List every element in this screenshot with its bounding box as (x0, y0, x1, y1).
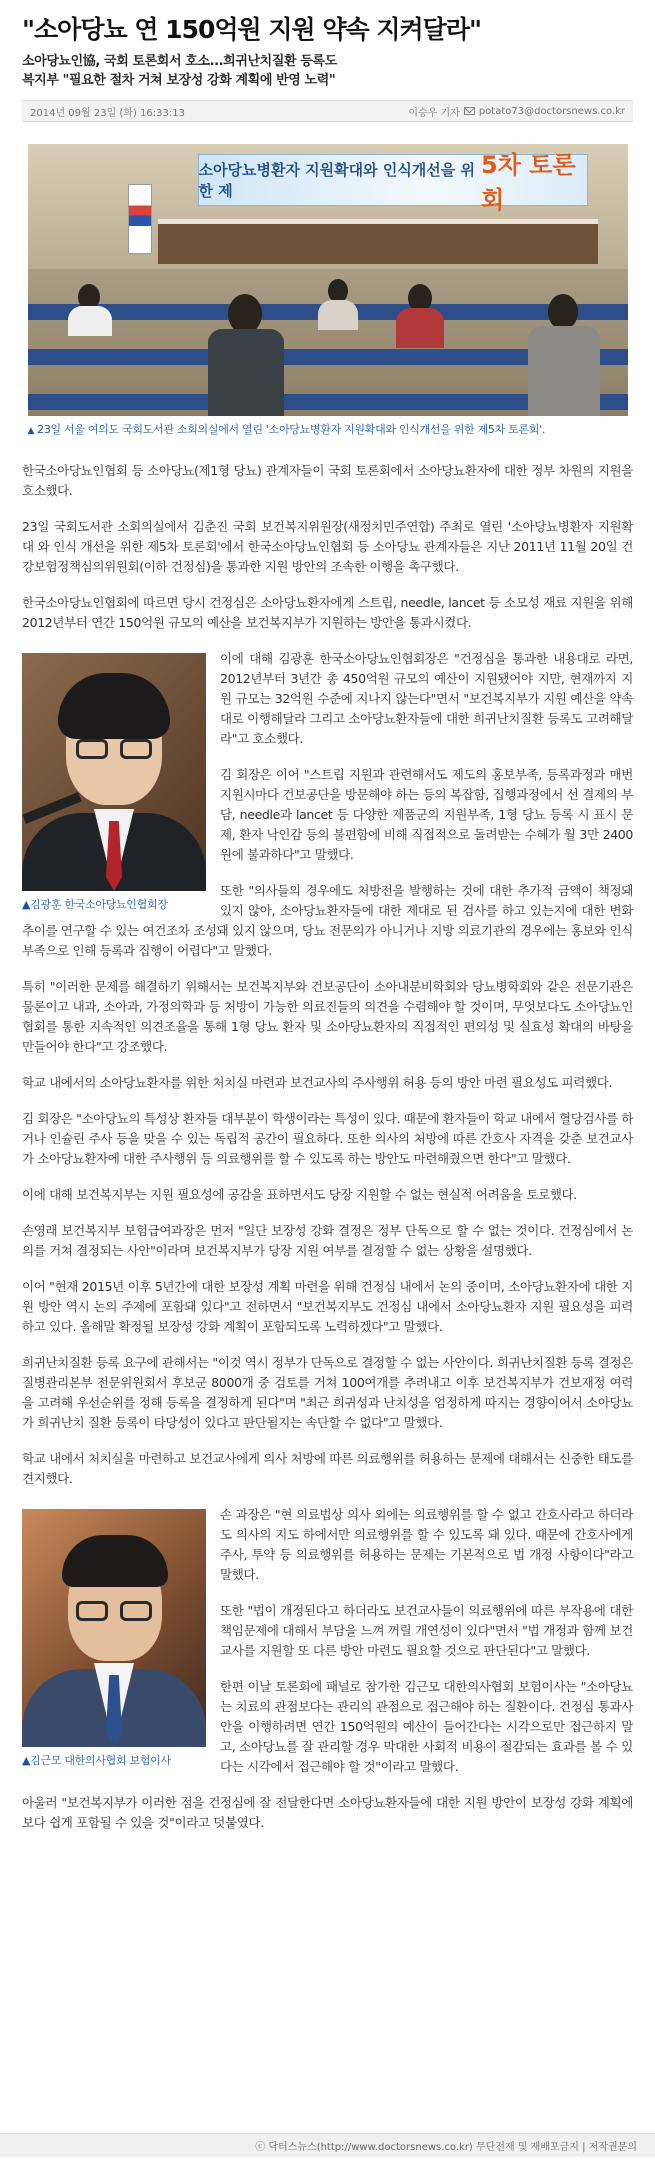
headline: "소아당뇨 연 150억원 지원 약속 지켜달라" (22, 15, 482, 44)
paragraph-2: 23일 국회도서관 소회의실에서 김춘진 국회 보건복지위원장(새정치민주연합) 주최로 열린 '소아당뇨병환자 지원확대 와 인식 개선을 위한 제5차 토론회'에서 한국소아당뇨인협회 등 소아당뇨 관계자들은 지난 2011년 11월 20일 건강보험정책심의위원회(이하 건정심)을 통과한 지원 방안의 조속한 이행을 촉구했다. (22, 519, 633, 574)
reporter-name: 이승우 기자 (408, 107, 460, 119)
main-photo-caption: ▲ 23일 서울 여의도 국회도서관 소회의실에서 열린 '소아당뇨병환자 지원확대와 인식개선을 위한 제5차 토론회'. (27, 423, 546, 436)
paragraph-3: 한국소아당뇨인협회에 따르면 당시 건정심은 소아당뇨환자에게 스트립, needle, lancet 등 소모성 재료 지원을 위해 2012년부터 연간 150억원 규모의 예산을 보건복지부가 지원하는 방안을 통과시켰다. (22, 595, 633, 630)
paragraph-10: 이에 대해 보건복지부는 지원 필요성에 공감을 표하면서도 당장 지원할 수 없는 현실적 어려움을 토로했다. (22, 1187, 577, 1202)
copyright-text[interactable]: ⓒ 닥터스뉴스(http://www.doctorsnews.co.kr) 무단전재 및 재배포금지 | 저작권문의 (255, 2142, 637, 2153)
paragraph-5: 김 회장은 이어 "스트립 지원과 관련해서도 제도의 홍보부족, 등록과정과 매번 지원시마다 건보공단을 방문해야 하는 등의 복잡함, 집행과정에서 선 결제의 부담, needle과 lancet 등 다양한 제품군의 지원부족, 1형 당뇨 등록 시 표시 문제, 환자 낙인감 등의 불편함에 비해 직접적으로 돌려받는 수혜가 월 3만 2400원에 불과하다"고 말했다. (220, 767, 633, 862)
caption-triangle-icon: ▲ (27, 426, 35, 436)
paragraph-16: 또한 "법이 개정된다고 하더라도 보건교사들이 의료행위에 따른 부작용에 대한 책임문제에 대해서 부담을 느껴 꺼릴 개연성이 있다"면서 "법 개정과 함께 보건교사를 지원할 또 다른 방안 마련도 필요할 것으로 판단된다"고 말했다. (220, 1603, 633, 1658)
publish-date: 2014년 09월 23일 (화) 16:33:13 (30, 107, 185, 119)
photo-kim-kwanghoon-caption: ▲김광훈 한국소아당뇨인협회장 (22, 898, 168, 911)
forum-banner (198, 151, 588, 214)
forum-photo (28, 144, 628, 416)
subtitle-2: 복지부 "필요한 절차 거쳐 보장성 강화 계획에 반영 노력" (22, 73, 336, 88)
paragraph-15: 손 과장은 "현 의료법상 의사 외에는 의료행위를 할 수 없고 간호사라고 하더라도 의사의 지도 하에서만 의료행위를 할 수 있도록 돼 있다. 때문에 간호사에게 주사, 투약 등 의료행위를 허용하는 문제는 기본적으로 법 개정 사항이다"라고 말했다. (220, 1507, 633, 1582)
photo-kim-geunmo-figure (22, 1509, 206, 1768)
paragraph-11: 손영래 보건복지부 보험급여과장은 먼저 "일단 보장성 강화 결정은 정부 단독으로 할 수 없는 것이다. 건정심에서 논의를 거쳐 결정되는 사안"이라며 보건복지부가 당장 지원 여부를 결정할 수 없는 상황을 설명했다. (22, 1223, 633, 1258)
paragraph-14: 학교 내에서 처치실을 마련하고 보건교사에게 의사 처방에 따른 의료행위를 허용하는 문제에 대해서는 신중한 태도를 견지했다. (22, 1451, 633, 1486)
article-container (22, 14, 633, 2124)
paragraph-8: 학교 내에서의 소아당뇨환자를 위한 처치실 마련과 보건교사의 주사행위 허용 등의 방안 마련 필요성도 피력했다. (22, 1075, 613, 1090)
subtitle-1: 소아당뇨인協, 국회 토론회서 호소...희귀난치질환 등록도 (22, 54, 337, 69)
photo-kim-kwanghoon-figure (22, 653, 206, 912)
paragraph-18: 아울러 "보건복지부가 이러한 점을 건정심에 잘 전달한다면 소아당뇨환자들에 대한 지원 방안이 보장성 강화 계획에 보다 쉽게 포함될 수 있을 것"이라고 덧붙였다. (22, 1795, 633, 1830)
paragraph-7: 특히 "이러한 문제를 해결하기 위해서는 보건복지부와 건보공단이 소아내분비학회와 당뇨병학회와 같은 전문기관은 물론이고 내과, 소아과, 가정의학과 등 처방이 가능한 의료진들의 의견을 수렴해야 할 것이며, 무엇보다도 소아당뇨인협회를 통한 지속적인 의견조율을 통해 1형 당뇨 환자 및 소아당뇨환자의 직접적인 편의성 및 실효성 확대의 바탕을 만들어야 한다"고 강조했다. (22, 979, 633, 1054)
footer (0, 2133, 655, 2157)
paragraph-12: 이어 "현재 2015년 이후 5년간에 대한 보장성 계획 마련을 위해 건정심 내에서 논의 중이며, 소아당뇨환자에 대한 지원 방안 역시 논의 주제에 포함돼 있다"고 전하면서 "보건복지부도 건정심 내에서 소아당뇨환자 지원 필요성을 피력하고 있다. 올해말 확정될 보장성 강화 계획이 포함되도록 노력하겠다"고 말했다. (22, 1279, 633, 1334)
paragraph-4: 이에 대해 김광훈 한국소아당뇨인협회장은 "건정심을 통과한 내용대로 라면, 2012년부터 3년간 총 450억원 규모의 예산이 지원됐어야 지만, 현재까지 지원 규모는 32억원 수준에 지나지 않는다"면서 "보건복지부가 지원 예산을 약속대로 이행해달라 그리고 소아당뇨환자들에 대한 희귀난치질환 등록도 고려해달라"고 호소했다. (220, 651, 633, 746)
reporter-email[interactable]: potato73@doctorsnews.co.kr (478, 105, 625, 117)
paragraph-9: 김 회장은 "소아당뇨의 특성상 환자들 대부분이 학생이라는 특성이 있다. 때문에 환자들이 학교 내에서 혈당검사를 하거나 인슐린 주사 등을 맞을 수 있는 독립적 공간이 필요하다. 또한 의사의 처방에 따른 간호사 자격을 갖춘 보건교사가 소아당뇨환자에 대한 주사행위 등 의료행위를 할 수 있도록 하는 방안도 마련해줬으면 한다"고 말했다. (22, 1111, 633, 1166)
subtitle-block (22, 52, 633, 90)
caption-triangle-icon: ▲ (22, 1754, 31, 1767)
mail-icon[interactable] (464, 107, 475, 115)
banner-text: 소아당뇨병환자 지원확대와 인식개선을 위한 제 (198, 161, 475, 200)
paragraph-13: 희귀난치질환 등록 요구에 관해서는 "이것 역시 정부가 단독으로 결정할 수 없는 사안이다. 희귀난치질환 등록 결정은 질병관리본부 전문위원회서 후보군 8000개 중 검토를 거쳐 100여개를 추려내고 이후 보건복지부가 건보재정 여력을 고려해 우선순위를 정해 등록을 결정하게 된다"며 "최근 희귀성과 난치성을 엄정하게 따지는 경향이어서 소아당뇨가 희귀난치 질환 등록이 타당성이 있다고 판단될지는 속단할 수 없다"고 말했다. (22, 1355, 633, 1430)
byline (408, 104, 625, 119)
photo-kim-geunmo-caption: ▲김근모 대한의사협회 보험이사 (22, 1754, 171, 1767)
article-meta-bar (22, 100, 633, 122)
banner-accent: 5차 토론회 (480, 151, 576, 214)
paragraph-6: 또한 "의사들의 경우에도 처방전을 발행하는 것에 대한 추가적 금액이 책정돼 있지 않아, 소아당뇨환자들에 대한 제대로 된 검사를 하고 있는지에 대한 변화추이를 연구할 수 있는 여건조차 조성돼 있지 않으며, 당뇨 전문의가 아니거나 지방 의료기관의 경우에는 홍보와 인식부족으로 인해 등록과 집행이 어렵다"고 말했다. (22, 883, 633, 958)
paragraph-1: 한국소아당뇨인협회 등 소아당뇨(제1형 당뇨) 관계자들이 국회 토론회에서 소아당뇨환자에 대한 정부 차원의 지원을 호소했다. (22, 463, 633, 498)
caption-triangle-icon: ▲ (22, 898, 31, 911)
article-body (22, 461, 633, 1833)
paragraph-17: 한편 이날 토론회에 패널로 참가한 김근모 대한의사협회 보험이사는 "소아당뇨는 치료의 관점보다는 관리의 관점으로 접근해야 하는 질환이다. 건정심 통과사안을 이행하려면 연간 150억원의 예산이 들어간다는 시각으로만 접근하지 말고, 소아당뇨를 잘 관리할 경우 막대한 사회적 비용이 절감되는 효과를 볼 수 있다는 시각에서 접근해야 할 것"이라고 말했다. (220, 1679, 633, 1774)
photo-kim-kwanghoon (22, 653, 206, 891)
photo-kim-geunmo (22, 1509, 206, 1747)
flag-icon (128, 184, 152, 254)
main-photo-figure (28, 144, 628, 439)
